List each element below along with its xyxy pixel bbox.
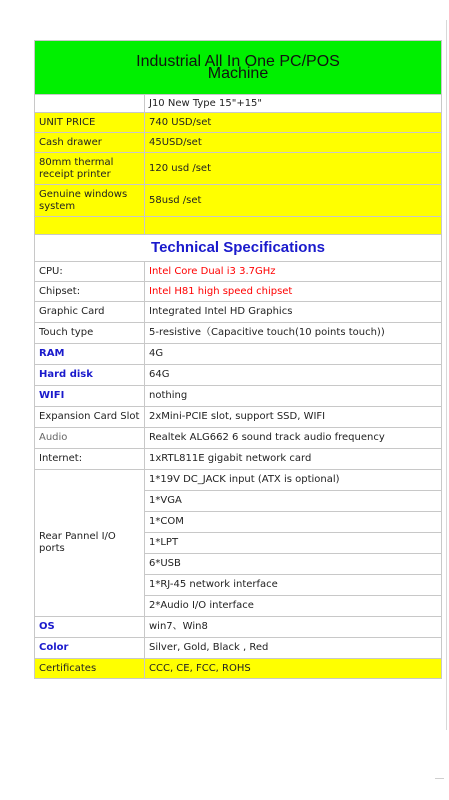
spec-value: 5-resistive（Capacitive touch(10 points touch)) [145,323,442,344]
io-item: 1*COM [145,512,442,533]
spec-value: Integrated Intel HD Graphics [145,302,442,323]
spec-row-internet [35,449,442,470]
spec-label: Hard disk [35,365,145,386]
spec-row-wifi [35,386,442,407]
spec-value: nothing [145,386,442,407]
price-label: Genuine windows system [35,185,145,217]
price-row [35,133,442,153]
spec-label: Color [35,638,145,659]
spec-table [34,40,442,679]
title-line-1: Industrial All In One PC/POS [136,52,340,70]
spec-row-ram [35,344,442,365]
section-row [35,235,442,262]
spacer-cell [35,217,145,235]
price-label: Cash drawer [35,133,145,153]
price-value: 120 usd /set [145,153,442,185]
spacer-cell [145,217,442,235]
price-spacer-row [35,217,442,235]
spec-label: CPU: [35,262,145,282]
spec-row-rear-io [35,470,442,491]
price-value: 58usd /set [145,185,442,217]
price-row [35,153,442,185]
spec-value: 1xRTL811E gigabit network card [145,449,442,470]
page-corner-mark [435,778,444,779]
spec-label: RAM [35,344,145,365]
spec-label: WIFI [35,386,145,407]
spec-value: Intel Core Dual i3 3.7GHz [145,262,442,282]
price-row [35,185,442,217]
io-item: 1*19V DC_JACK input (ATX is optional) [145,470,442,491]
spec-value: Realtek ALG662 6 sound track audio frequency [145,428,442,449]
spec-value: win7、Win8 [145,617,442,638]
title-row [35,41,442,95]
spec-row-color [35,638,442,659]
io-item: 1*VGA [145,491,442,512]
spec-label: OS [35,617,145,638]
price-label: 80mm thermal receipt printer [35,153,145,185]
spec-row-os [35,617,442,638]
spec-value: 2xMini-PCIE slot, support SSD, WIFI [145,407,442,428]
spec-row-expansion [35,407,442,428]
spec-value: Silver, Gold, Black , Red [145,638,442,659]
spec-row-certificates [35,659,442,679]
price-value: 45USD/set [145,133,442,153]
spec-label: Chipset: [35,282,145,302]
price-row [35,113,442,133]
model-value: J10 New Type 15"+15" [145,95,442,113]
io-item: 1*LPT [145,533,442,554]
spec-label: Certificates [35,659,145,679]
spec-row-hdd [35,365,442,386]
spec-row-cpu [35,262,442,282]
spec-value: 64G [145,365,442,386]
section-title: Technical Specifications [35,235,442,262]
spec-label: Touch type [35,323,145,344]
spec-value: CCC, CE, FCC, ROHS [145,659,442,679]
spec-value: Intel H81 high speed chipset [145,282,442,302]
spec-label: Rear Pannel I/O ports [35,470,145,617]
model-row [35,95,442,113]
spec-label: Audio [35,428,145,449]
spec-row-graphic [35,302,442,323]
io-item: 1*RJ-45 network interface [145,575,442,596]
model-label-cell [35,95,145,113]
spec-label: Internet: [35,449,145,470]
spec-row-chipset [35,282,442,302]
price-value: 740 USD/set [145,113,442,133]
io-item: 2*Audio I/O interface [145,596,442,617]
spec-label: Expansion Card Slot [35,407,145,428]
spec-value: 4G [145,344,442,365]
spec-label: Graphic Card [35,302,145,323]
page-title [35,41,442,95]
price-label: UNIT PRICE [35,113,145,133]
page-edge-line [446,20,447,730]
io-item: 6*USB [145,554,442,575]
title-line-2: Machine [207,64,269,82]
spec-row-touch [35,323,442,344]
spec-row-audio [35,428,442,449]
